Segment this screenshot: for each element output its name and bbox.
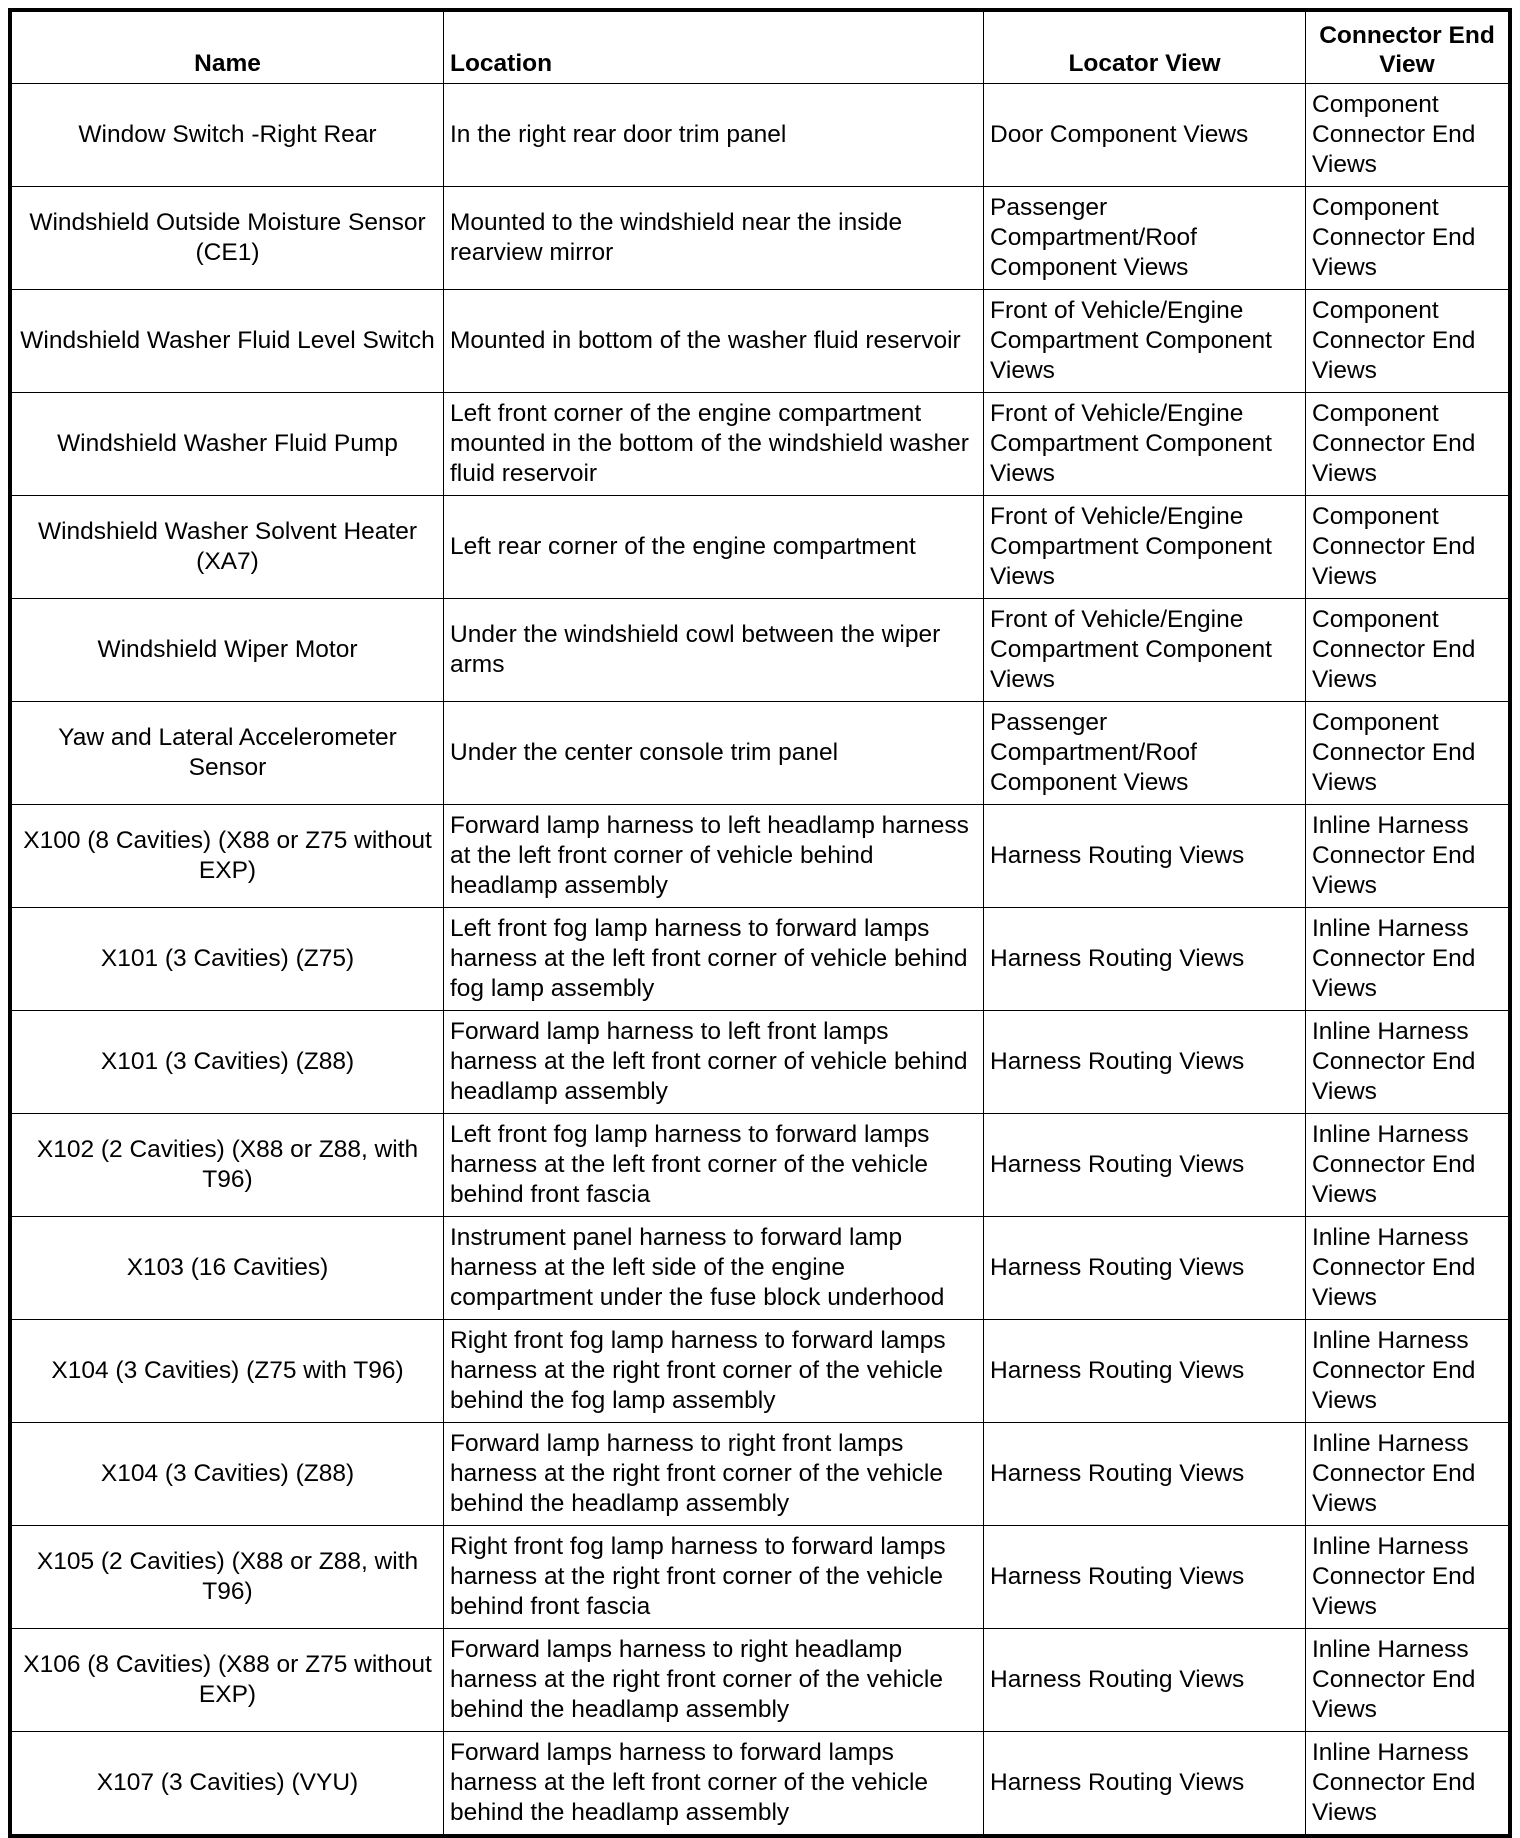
connector-end-view-cell: Inline Harness Connector End Views — [1306, 1217, 1509, 1320]
locator-view-cell: Front of Vehicle/Engine Compartment Component Views — [984, 393, 1306, 496]
table-header-row — [12, 12, 1509, 84]
table-row — [12, 1217, 1509, 1320]
location-cell: Mounted in bottom of the washer fluid reservoir — [444, 290, 984, 393]
locator-view-cell: Harness Routing Views — [984, 1526, 1306, 1629]
location-cell: Forward lamps harness to forward lamps harness at the left front corner of the vehicle behind the headlamp assembly — [444, 1732, 984, 1835]
table-row — [12, 187, 1509, 290]
name-cell: X106 (8 Cavities) (X88 or Z75 without EXP) — [12, 1629, 444, 1732]
location-cell: Instrument panel harness to forward lamp harness at the left side of the engine compartment under the fuse block underhood — [444, 1217, 984, 1320]
connector-end-view-cell: Inline Harness Connector End Views — [1306, 908, 1509, 1011]
component-locator-table — [11, 11, 1509, 1835]
locator-view-cell: Harness Routing Views — [984, 1114, 1306, 1217]
table-row — [12, 702, 1509, 805]
table-row — [12, 290, 1509, 393]
connector-end-view-cell: Component Connector End Views — [1306, 84, 1509, 187]
location-cell: Left front corner of the engine compartment mounted in the bottom of the windshield washer fluid reservoir — [444, 393, 984, 496]
locator-view-cell: Front of Vehicle/Engine Compartment Component Views — [984, 496, 1306, 599]
location-cell: Mounted to the windshield near the inside rearview mirror — [444, 187, 984, 290]
locator-view-cell: Harness Routing Views — [984, 908, 1306, 1011]
connector-end-view-cell: Inline Harness Connector End Views — [1306, 1526, 1509, 1629]
connector-end-view-cell: Inline Harness Connector End Views — [1306, 1320, 1509, 1423]
table-row — [12, 496, 1509, 599]
connector-end-view-cell: Component Connector End Views — [1306, 290, 1509, 393]
table-row — [12, 1526, 1509, 1629]
locator-view-cell: Harness Routing Views — [984, 1217, 1306, 1320]
name-cell: X100 (8 Cavities) (X88 or Z75 without EXP) — [12, 805, 444, 908]
connector-end-view-cell: Inline Harness Connector End Views — [1306, 1629, 1509, 1732]
name-cell: Windshield Wiper Motor — [12, 599, 444, 702]
location-cell: Left rear corner of the engine compartment — [444, 496, 984, 599]
location-cell: Forward lamps harness to right headlamp harness at the right front corner of the vehicle behind the headlamp assembly — [444, 1629, 984, 1732]
table-row — [12, 599, 1509, 702]
column-header-locator-view: Locator View — [984, 12, 1306, 84]
connector-end-view-cell: Component Connector End Views — [1306, 187, 1509, 290]
name-cell: X101 (3 Cavities) (Z88) — [12, 1011, 444, 1114]
table-row — [12, 1011, 1509, 1114]
name-cell: X104 (3 Cavities) (Z75 with T96) — [12, 1320, 444, 1423]
locator-view-cell: Passenger Compartment/Roof Component Views — [984, 187, 1306, 290]
name-cell: Windshield Outside Moisture Sensor (CE1) — [12, 187, 444, 290]
locator-view-cell: Harness Routing Views — [984, 1732, 1306, 1835]
location-cell: Under the windshield cowl between the wiper arms — [444, 599, 984, 702]
locator-view-cell: Door Component Views — [984, 84, 1306, 187]
table-row — [12, 1114, 1509, 1217]
name-cell: Yaw and Lateral Accelerometer Sensor — [12, 702, 444, 805]
locator-view-cell: Harness Routing Views — [984, 1423, 1306, 1526]
name-cell: Windshield Washer Fluid Pump — [12, 393, 444, 496]
location-cell: Forward lamp harness to left headlamp harness at the left front corner of vehicle behind headlamp assembly — [444, 805, 984, 908]
table-row — [12, 1629, 1509, 1732]
name-cell: Windshield Washer Solvent Heater (XA7) — [12, 496, 444, 599]
name-cell: Windshield Washer Fluid Level Switch — [12, 290, 444, 393]
name-cell: Window Switch -Right Rear — [12, 84, 444, 187]
table-row — [12, 1732, 1509, 1835]
connector-end-view-cell: Component Connector End Views — [1306, 496, 1509, 599]
name-cell: X102 (2 Cavities) (X88 or Z88, with T96) — [12, 1114, 444, 1217]
name-cell: X104 (3 Cavities) (Z88) — [12, 1423, 444, 1526]
connector-end-view-cell: Inline Harness Connector End Views — [1306, 1114, 1509, 1217]
location-cell: Forward lamp harness to left front lamps harness at the left front corner of vehicle behind headlamp assembly — [444, 1011, 984, 1114]
table-row — [12, 84, 1509, 187]
column-header-name: Name — [12, 12, 444, 84]
location-cell: Forward lamp harness to right front lamps harness at the right front corner of the vehicle behind the headlamp assembly — [444, 1423, 984, 1526]
location-cell: Right front fog lamp harness to forward lamps harness at the right front corner of the vehicle behind the fog lamp assembly — [444, 1320, 984, 1423]
location-cell: Under the center console trim panel — [444, 702, 984, 805]
name-cell: X103 (16 Cavities) — [12, 1217, 444, 1320]
locator-view-cell: Front of Vehicle/Engine Compartment Component Views — [984, 599, 1306, 702]
name-cell: X107 (3 Cavities) (VYU) — [12, 1732, 444, 1835]
table-row — [12, 1423, 1509, 1526]
connector-end-view-cell: Component Connector End Views — [1306, 702, 1509, 805]
table-row — [12, 1320, 1509, 1423]
column-header-location: Location — [444, 12, 984, 84]
connector-end-view-cell: Inline Harness Connector End Views — [1306, 1732, 1509, 1835]
name-cell: X105 (2 Cavities) (X88 or Z88, with T96) — [12, 1526, 444, 1629]
column-header-connector-end-view: Connector End View — [1306, 12, 1509, 84]
connector-end-view-cell: Inline Harness Connector End Views — [1306, 1423, 1509, 1526]
table-row — [12, 908, 1509, 1011]
connector-end-view-cell: Inline Harness Connector End Views — [1306, 1011, 1509, 1114]
connector-end-view-cell: Component Connector End Views — [1306, 599, 1509, 702]
table-row — [12, 393, 1509, 496]
locator-view-cell: Front of Vehicle/Engine Compartment Component Views — [984, 290, 1306, 393]
name-cell: X101 (3 Cavities) (Z75) — [12, 908, 444, 1011]
component-locator-table-frame — [8, 8, 1512, 1838]
location-cell: Left front fog lamp harness to forward lamps harness at the left front corner of vehicle behind fog lamp assembly — [444, 908, 984, 1011]
location-cell: In the right rear door trim panel — [444, 84, 984, 187]
locator-view-cell: Harness Routing Views — [984, 1011, 1306, 1114]
locator-view-cell: Harness Routing Views — [984, 1320, 1306, 1423]
location-cell: Left front fog lamp harness to forward lamps harness at the left front corner of the vehicle behind front fascia — [444, 1114, 984, 1217]
connector-end-view-cell: Inline Harness Connector End Views — [1306, 805, 1509, 908]
table-row — [12, 805, 1509, 908]
locator-view-cell: Harness Routing Views — [984, 1629, 1306, 1732]
locator-view-cell: Harness Routing Views — [984, 805, 1306, 908]
locator-view-cell: Passenger Compartment/Roof Component Views — [984, 702, 1306, 805]
connector-end-view-cell: Component Connector End Views — [1306, 393, 1509, 496]
location-cell: Right front fog lamp harness to forward lamps harness at the right front corner of the vehicle behind front fascia — [444, 1526, 984, 1629]
